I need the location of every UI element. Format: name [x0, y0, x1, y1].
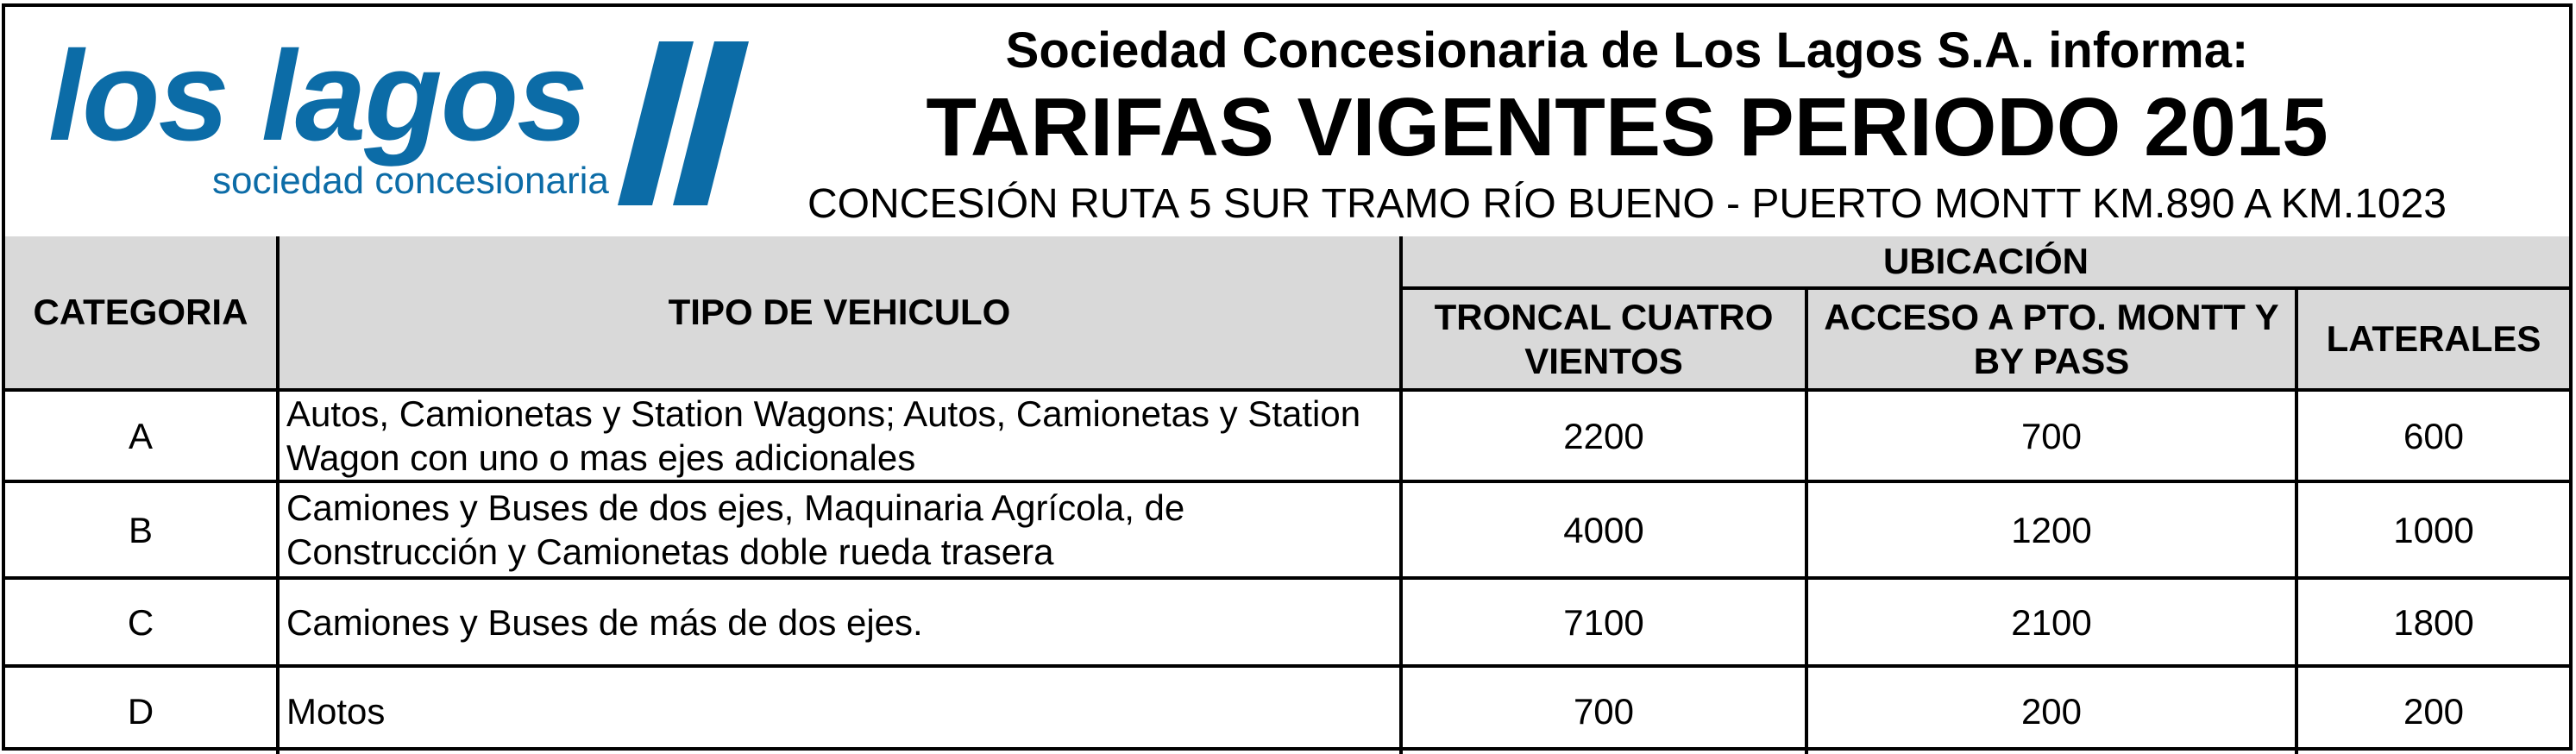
tipo-vehiculo-cell: Camiones y Buses de más de dos ejes. — [278, 578, 1401, 666]
logo-double-bar-icon — [618, 41, 756, 205]
laterales-cell: 600 — [2296, 390, 2569, 481]
tipo-vehiculo-cell: Motos — [278, 666, 1401, 754]
laterales-cell: 200 — [2296, 666, 2569, 754]
categoria-cell: D — [5, 666, 278, 754]
troncal-cell: 700 — [1401, 666, 1806, 754]
tariff-table — [5, 236, 2569, 754]
notice-intro: Sociedad Concesionaria de Los Lagos S.A. informa: — [1005, 22, 2249, 79]
categoria-cell: C — [5, 578, 278, 666]
troncal-cell: 7100 — [1401, 578, 1806, 666]
logo-subtitle: sociedad concesionaria — [212, 160, 609, 202]
concession-subtitle: CONCESIÓN RUTA 5 SUR TRAMO RÍO BUENO - PUERTO MONTT KM.890 A KM.1023 — [807, 181, 2447, 227]
column-header-categoria: CATEGORIA — [5, 236, 278, 390]
laterales-cell: 1000 — [2296, 481, 2569, 578]
column-header-tipo-vehiculo: TIPO DE VEHICULO — [278, 236, 1401, 390]
logo-name: los lagos — [48, 25, 587, 167]
table-row — [5, 481, 2569, 578]
los-lagos-logo — [48, 25, 738, 214]
table-row — [5, 390, 2569, 481]
acceso-cell: 2100 — [1806, 578, 2296, 666]
acceso-cell: 700 — [1806, 390, 2296, 481]
table-row — [5, 666, 2569, 754]
notice-header — [5, 7, 2569, 240]
troncal-cell: 2200 — [1401, 390, 1806, 481]
categoria-cell: A — [5, 390, 278, 481]
column-header-troncal: TRONCAL CUATRO VIENTOS — [1401, 288, 1806, 390]
column-header-laterales: LATERALES — [2296, 288, 2569, 390]
tariff-notice — [2, 3, 2573, 751]
categoria-cell: B — [5, 481, 278, 578]
acceso-cell: 200 — [1806, 666, 2296, 754]
tipo-vehiculo-cell: Camiones y Buses de dos ejes, Maquinaria Agrícola, de Construcción y Camionetas doble rueda trasera — [278, 481, 1401, 578]
table-row — [5, 578, 2569, 666]
column-group-ubicacion: UBICACIÓN — [1401, 236, 2569, 288]
laterales-cell: 1800 — [2296, 578, 2569, 666]
tipo-vehiculo-cell: Autos, Camionetas y Station Wagons; Autos, Camionetas y Station Wagon con uno o mas ejes adicionales — [278, 390, 1401, 481]
page-title: TARIFAS VIGENTES PERIODO 2015 — [926, 81, 2328, 173]
troncal-cell: 4000 — [1401, 481, 1806, 578]
acceso-cell: 1200 — [1806, 481, 2296, 578]
column-header-acceso: ACCESO A PTO. MONTT Y BY PASS — [1806, 288, 2296, 390]
